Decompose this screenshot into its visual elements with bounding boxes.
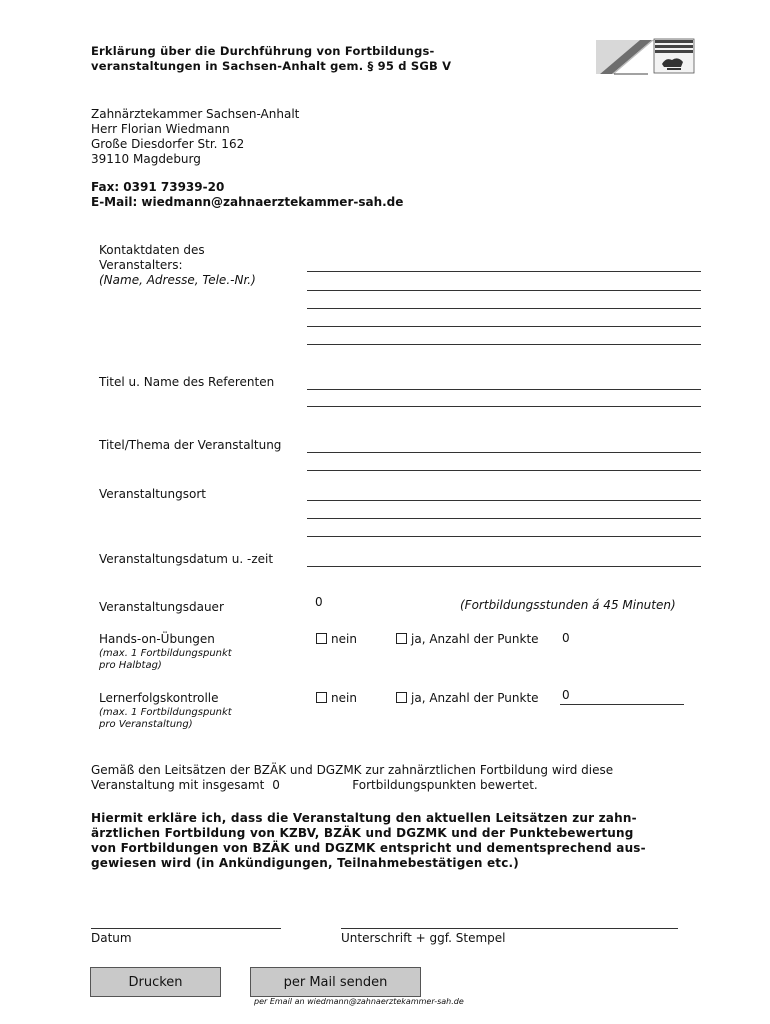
topic-field-2[interactable] [307,470,701,471]
address-line-3: Große Diesdorfer Str. 162 [91,137,245,151]
points-statement-line2 [91,778,678,793]
email-address: E-Mail: wiedmann@zahnaerztekammer-sah.de [91,195,404,209]
mail-note: per Email an wiedmann@zahnaerztekammer-sah.de [254,997,464,1006]
address-line-1: Zahnärztekammer Sachsen-Anhalt [91,107,300,121]
send-mail-button[interactable]: per Mail senden [250,967,421,997]
learning-check-yes-checkbox[interactable] [396,692,407,703]
date-time-label: Veranstaltungsdatum u. -zeit [99,552,274,566]
hands-on-yes-option[interactable] [396,632,539,646]
hands-on-hint-line1: (max. 1 Fortbildungspunkt [99,648,232,659]
learning-check-yes-label: ja, Anzahl der Punkte [411,691,539,705]
hands-on-label: Hands-on-Übungen [99,632,215,646]
contact-data-hint: (Name, Adresse, Tele.-Nr.) [99,273,256,287]
contact-data-field-2[interactable] [307,290,701,291]
learning-check-yes-option[interactable] [396,691,539,705]
contact-data-label [99,243,256,288]
contact-data-label-line1: Kontaktdaten des [99,243,205,257]
signature-label: Unterschrift + ggf. Stempel [341,931,506,945]
date-time-field[interactable] [307,566,701,567]
points-statement-line1: Gemäß den Leitsätzen der BZÄK und DGZMK zur zahnärztlichen Fortbildung wird diese [91,763,614,777]
contact-data-field-5[interactable] [307,344,701,345]
document-title [91,44,451,74]
hands-on-hint [99,648,232,672]
hands-on-yes-label: ja, Anzahl der Punkte [411,632,539,646]
learning-check-hint-line2: pro Veranstaltung) [99,719,193,730]
duration-hint: (Fortbildungsstunden á 45 Minuten) [460,598,676,612]
location-label: Veranstaltungsort [99,487,206,501]
speaker-field-1[interactable] [307,389,701,390]
address-line-4: 39110 Magdeburg [91,152,201,166]
declaration-line-1: Hiermit erkläre ich, dass die Veranstaltung den aktuellen Leitsätzen zur zahn- [91,811,637,825]
declaration-line-4: gewiesen wird (in Ankündigungen, Teilnahmebestätigen etc.) [91,856,519,870]
location-field-2[interactable] [307,518,701,519]
points-statement-prefix: Veranstaltung mit insgesamt [91,778,265,792]
learning-check-no-checkbox[interactable] [316,692,327,703]
learning-check-hint [99,707,232,731]
topic-label: Titel/Thema der Veranstaltung [99,438,282,452]
contact-block [91,180,403,210]
contact-data-field-4[interactable] [307,326,701,327]
hands-on-points-input[interactable]: 0 [562,631,570,645]
learning-check-label: Lernerfolgskontrolle [99,691,219,705]
declaration-text [91,811,678,871]
topic-field-1[interactable] [307,452,701,453]
duration-label: Veranstaltungsdauer [99,600,224,614]
declaration-line-3: von Fortbildungen von BZÄK und DGZMK entspricht und dementsprechend aus- [91,841,646,855]
date-signature-line[interactable] [91,928,281,929]
speaker-label: Titel u. Name des Referenten [99,375,275,389]
points-statement [91,763,678,793]
date-signature-label: Datum [91,931,132,945]
address-line-2: Herr Florian Wiedmann [91,122,230,136]
recipient-address [91,107,299,167]
learning-check-points-line [560,704,684,705]
contact-data-field-1[interactable] [307,271,701,272]
points-statement-suffix: Fortbildungspunkten bewertet. [352,778,538,792]
learning-check-no-option[interactable] [316,691,357,705]
declaration-line-2: ärztlichen Fortbildung von KZBV, BZÄK und DGZMK und der Punktebewertung [91,826,634,840]
location-field-3[interactable] [307,536,701,537]
duration-input[interactable]: 0 [315,595,323,609]
state-emblem-logo [596,38,696,76]
learning-check-no-label: nein [331,691,357,705]
hands-on-no-option[interactable] [316,632,357,646]
signature-line[interactable] [341,928,678,929]
learning-check-hint-line1: (max. 1 Fortbildungspunkt [99,707,232,718]
learning-check-points-input[interactable]: 0 [562,688,570,702]
title-line-1: Erklärung über die Durchführung von Fortbildungs- [91,44,435,58]
contact-data-label-line2: Veranstalters: [99,258,183,272]
hands-on-no-label: nein [331,632,357,646]
hands-on-yes-checkbox[interactable] [396,633,407,644]
fax-number: Fax: 0391 73939-20 [91,180,225,194]
speaker-field-2[interactable] [307,406,701,407]
print-button[interactable]: Drucken [90,967,221,997]
hands-on-hint-line2: pro Halbtag) [99,660,162,671]
hands-on-no-checkbox[interactable] [316,633,327,644]
total-points-input[interactable]: 0 [272,778,280,792]
title-line-2: veranstaltungen in Sachsen-Anhalt gem. § 95 d SGB V [91,59,452,73]
location-field-1[interactable] [307,500,701,501]
contact-data-field-3[interactable] [307,308,701,309]
